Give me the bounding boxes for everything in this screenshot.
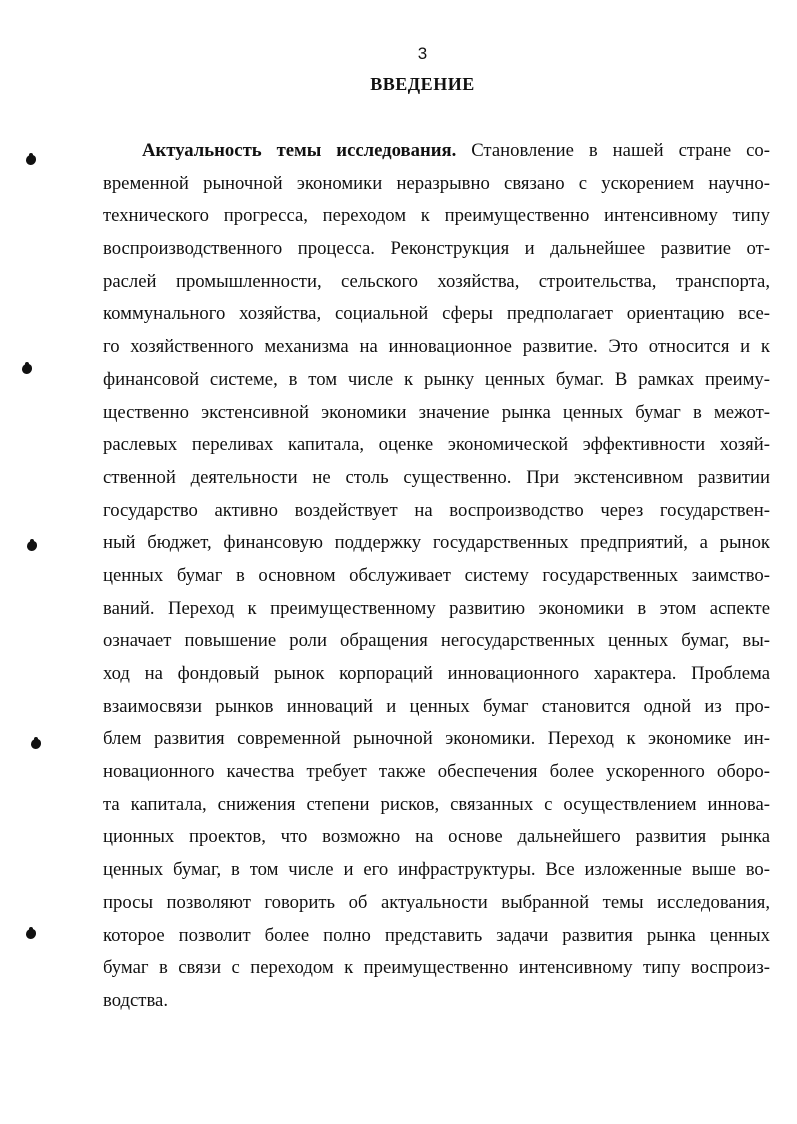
text-line: ственной деятельности не столь существенно. При экстенсивном развитии [103,466,770,488]
text-line: ценных бумаг, в том числе и его инфраструктуры. Все изложенные выше во- [103,859,770,881]
text-line: водства. [103,989,169,1011]
text-line: ход на фондовый рынок корпораций инновационного характера. Проблема [103,663,770,684]
text-line: временной рыночной экономики неразрывно связано с ускорением научно- [103,172,770,194]
text-line: государство активно воздействует на воспроизводство через государствен- [103,499,770,521]
text-line: ный бюджет, финансовую поддержку государственных предприятий, а рынок [103,532,770,554]
text-line: го хозяйственного механизма на инновационное развитие. Это относится и к [103,336,770,358]
text-line: та капитала, снижения степени рисков, связанных с осуществлением иннова- [103,793,770,815]
text-line: новационного качества требует также обеспечения более ускоренного оборо- [103,761,770,783]
text-line: щественно экстенсивной экономики значение рынка ценных бумаг в межот- [103,401,770,423]
text-line: бумаг в связи с переходом к преимущественно интенсивному типу воспроиз- [103,957,770,979]
page-number: 3 [417,44,428,63]
binder-hole-mark [26,155,36,165]
text-line: ценных бумаг в основном обслуживает систему государственных заимство- [103,564,770,586]
text-line: блем развития современной рыночной экономики. Переход к экономике ин- [103,728,770,750]
text-line: просы позволяют говорить об актуальности выбранной темы исследования, [103,891,770,913]
binder-hole-mark [31,739,41,749]
text-line: раслей промышленности, сельского хозяйства, строительства, транспорта, [103,270,770,292]
text-line: ционных проектов, что возможно на основе дальнейшего развития рынка [103,826,770,848]
lead-phrase: Актуальность темы исследования. [142,140,457,161]
text-line: ваний. Переход к преимущественному развитию экономики в этом аспекте [103,597,770,619]
text-line-rest: Становление в нашей стране со- [456,140,770,161]
text-line: означает повышение роли обращения негосударственных ценных бумаг, вы- [103,630,770,652]
text-line: коммунального хозяйства, социальной сферы предполагает ориентацию все- [103,303,770,325]
binder-hole-mark [22,364,32,374]
text-line: раслевых переливах капитала, оценке экономической эффективности хозяй- [103,434,770,456]
text-line: взаимосвязи рынков инноваций и ценных бумаг становится одной из про- [103,695,770,717]
text-line: финансовой системе, в том числе к рынку ценных бумаг. В рамках преиму- [103,368,770,390]
body-paragraph [103,135,770,1018]
text-line: воспроизводственного процесса. Реконструкция и дальнейшее развитие от- [103,238,770,260]
text-line [103,135,770,168]
binder-hole-mark [26,929,36,939]
binder-hole-mark [27,541,37,551]
text-line: технического прогресса, переходом к преимущественно интенсивному типу [103,205,770,227]
text-line: которое позволит более полно представить задачи развития рынка ценных [103,924,770,946]
page-title: ВВЕДЕНИЕ [370,74,475,94]
